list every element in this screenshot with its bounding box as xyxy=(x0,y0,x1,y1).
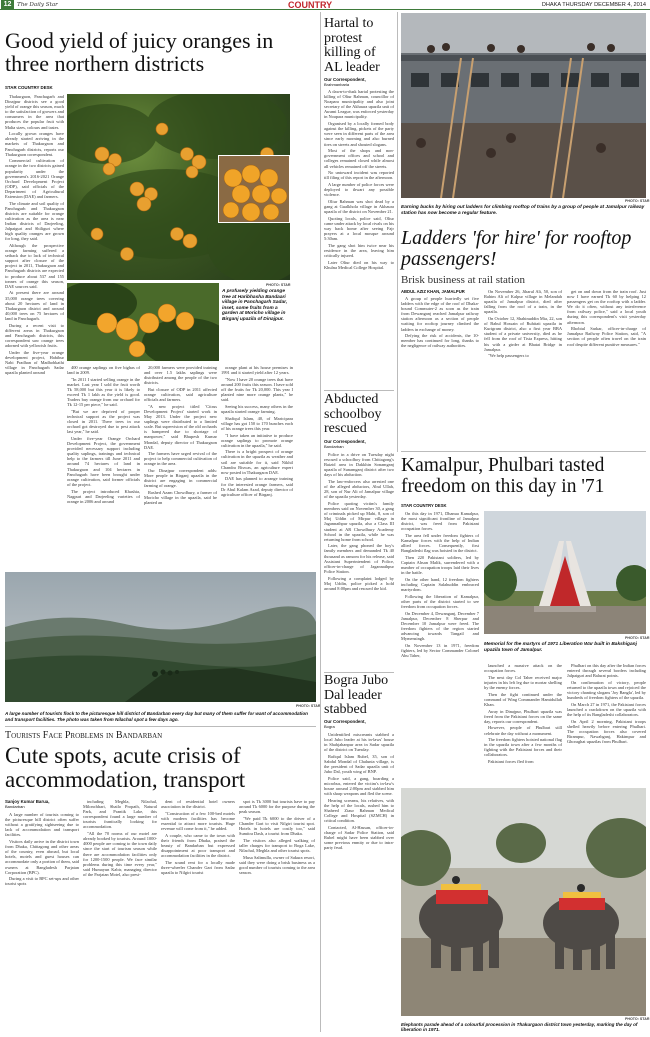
paragraph: Later, the gang phoned the boy's family members and demanded Tk 40 thousand as ransom for his release, said Assistant Superintendent of Police, officer-in-charge of Jagannathpur Police Station. xyxy=(324,543,394,574)
paragraph: Police in a drive on Tuesday night rescued a schoolboy from Chittagong's Baizid area in Dakkhin Sonamganj upazila of Sunamganj district after two days of his abduction. xyxy=(324,452,394,478)
paragraph: Contacted, Al-Hassan, officer-in-charge of Sadar Police Station, said Rubel might have been stabbed over some previous enmity or due to intra-party feud. xyxy=(324,824,394,851)
paragraph: "I have taken an initiative to produce orange saplings to promote orange cultivation in the upazila," he said. xyxy=(221,432,293,448)
paragraph: Hearing screams, his relatives, with the help of the locals, rushed him to Shaheed Ziaur Rahman Medical College and Hospital (SZMCH) in critical condition. xyxy=(324,797,394,824)
paragraph: spot is Tk 3000 but tourists have to pay around Tk 6000 for the purpose during the peak season. xyxy=(239,799,315,815)
hartal-headline: Hartal to protest killing of AL leader xyxy=(324,16,380,75)
ladders-col-3 xyxy=(567,289,646,446)
paragraph: Rhobiul Sarkar, officer-in-charge of Jamalpur Railway Police Station, said, "A section of people often travel on the train roof despite different punitive measures." xyxy=(567,326,646,347)
paragraph: 20,000 farmers were provided training and over 1.5 lakhs saplings were distributed among the people of the two districts. xyxy=(144,365,217,386)
paragraph: "We paid Tk 6000 to the driver of a Chander Gari to visit Nilgiri tourist spot. Hotels in hotels are costly too," said Sumitra Dash, a tourist from Dhaka. xyxy=(239,815,315,837)
paragraph: A large number of tourists coming to the picturesque hill district often suffer without a gratifying sightseeing due to lack of accommodation and transport facilities. xyxy=(5,812,79,838)
paragraph: Commercial cultivation of orange in the two districts gained popularity under the government's 2016-2021 Orange Orchard Development Project (ODP), said officials of the Department of Agricultural Extension (DAE) and farmers. xyxy=(5,158,64,199)
orange-photo-caption: A profusely yielding orange tree at Haribhasha Bandaari village in Panchagarh Sadar, inset, some fruits from a garden at Moricho village in Birganj upazila of Dinajpur. xyxy=(222,289,288,322)
paragraph: No untoward incident was reported till filing of this report in the afternoon. xyxy=(324,170,394,181)
byline-place: Bandarban xyxy=(5,804,25,810)
elephant-photo-credit: PHOTO: STAR xyxy=(625,1017,650,1021)
paragraph: On April 2 morning, Pakistani troops shelled heavily before entering Phulbari. The occupation forces also covered Birampur, Nawabganj, Hakimpur and Ghoraghat upazilas from Phulbari. xyxy=(567,718,646,745)
paragraph: "All the 70 rooms of our motel are already booked by tourists. Around 1000-4000 people are coming to the town daily since the start of tourism season while there are accommodation facilities only for 1200-1500 people. We face similar problems during this time every year," said Humayun Kabir, managing director of the Parjatan Motel, also presi- xyxy=(83,831,157,877)
paragraph: Unidentified miscreants stabbed a local Jubo leader at his in-laws' house in Shahjahanpur area in Sadar upazila of the district on Tuesday. xyxy=(324,732,394,753)
paragraph: During a visit to BPC set-ups and other tourist spots xyxy=(5,876,79,887)
hill-photo-credit: PHOTO: STAR xyxy=(296,704,321,708)
paragraph: Rafiqul Islam Rubel, 35, son of Sabdul Mondal of Chalunia village, is the president of Sadar upazila unit of Jubo Dal, youth wing of BNP. xyxy=(324,753,394,775)
paragraph: 400 orange saplings on five bighas of land in 2009. xyxy=(67,365,140,376)
page-number: 12 xyxy=(1,0,14,9)
paragraph: launched a massive attack on the occupation forces. xyxy=(484,663,562,674)
issue-date: DHAKA THURSDAY DECEMBER 4, 2014 xyxy=(541,2,646,8)
orange-photo-credit: PHOTO: STAR xyxy=(266,283,291,287)
paragraph: DAE has planned to arrange training for the interested orange farmers, said Dr Abul Kalam Azad, deputy director of agriculture officer of Birganj. xyxy=(221,476,293,497)
paragraph: Oliur Rahman was shot dead by a gang at Gualkhola village in Akhaura upazila of the district on November 21. xyxy=(324,198,394,215)
paragraph: "In 2011 I started selling orange in the market. Last year I sold the fruit worth Tk 58,000 but this year it is likely to exceed Tk 1 lakh as the yield is good. Traders buy orange from our orchard for Tk 12-15 per piece," he said. xyxy=(67,376,140,408)
paragraph: Following a complaint lodged by Moj Uddin, police picked a hold around 8:00pm and rescued the kid. xyxy=(324,575,394,591)
paragraph: Quoting locals, police said, Oliur came under attack by local rivals on his way back home after seeing Fajr prayers at a local mosque around 5:30am. xyxy=(324,215,394,242)
ladders-headline: Ladders 'for hire' for rooftop passengers! xyxy=(401,227,632,270)
paragraph: Musa Salimulla, owner of Sakura resort, said they were doing a brisk business as a good number of tourists coming to the area season. xyxy=(239,854,315,875)
bandarban-kicker: Tourists Face Problems in Bandarban xyxy=(5,730,163,741)
paragraph: Police quoting victim's family members said on November 30, a gang of criminals picked up Mahi, 8, son of Moj Uddin of Mirpur village in Jagannathpur upazila, also a Class III student at AR Chowdhury Academy School in the upazila, while he was returning home from school. xyxy=(324,501,394,542)
memorial-illustration xyxy=(484,511,646,634)
jubo-dal-headline: Bogra Jubo Dal leader stabbed xyxy=(324,673,389,717)
hill-landscape-illustration xyxy=(5,572,316,702)
train-ladder-photo xyxy=(401,13,646,198)
bandarban-col-1 xyxy=(5,812,79,1032)
paragraph: The area fell under freedom fighters of Kamalpur forces with the help of Indian allied forces. Consequently, first Bangladeshi flag was hoisted in the district. xyxy=(401,532,479,554)
ladders-subhead: Brisk business at rail station xyxy=(401,274,526,286)
abducted-headline: Abducted schoolboy rescued xyxy=(324,392,382,436)
paragraph: Phulbari on this day after the Indian forces entered through several borders including Jalpaiguri and Balurat points. xyxy=(567,663,646,679)
byline-name: Our Correspondent, xyxy=(324,439,366,444)
orange-byline: STAR COUNTRY DESK xyxy=(5,85,53,90)
paragraph: On November 13 in 1971, freedom fighters, led by Sector Commander Colonel Abu Taher, xyxy=(401,642,479,658)
paragraph: Rashed Azam Chowdhury, a farmer of Moricho village in the upazila, said he planted an xyxy=(144,490,217,506)
orange-col-2 xyxy=(67,365,140,568)
paragraph: During a recent visit to different areas in Thakurgaon and Panchagarh districts, this correspondent saw orange trees adorned with yellowish fruits. xyxy=(5,322,64,348)
bandarban-col-4 xyxy=(239,799,315,1032)
orange-col-4 xyxy=(221,365,293,568)
paragraph: A couple, who came to the town with their friends from Dhaka, praised the beauty of Bandarban but expressed disappointment at poor transport and accommodation facilities in the district. xyxy=(161,832,235,859)
paragraph: On December 4, Dewanganj, December 7 Jamalpur, December 8 Sherpur and December 10 Jamalpur were freed. The freedom fighters of the region started advancing towards Tangail and Mymensingh. xyxy=(401,610,479,642)
paragraph: including Meghla, Nilachal, Milonchhari, Shailo Propath, Natural Park, and Prantik Lake, this correspondent found a large number of tourists frantically looking for accommodation. xyxy=(83,799,157,830)
paragraph: Although the prospective orange farming suffered a setback due to lack of technical support after closure of the project in 2011, Thakurgaon and Panchagarh districts are expected to produce about 537 and 155 tonnes of orange this season, DAE sources said. xyxy=(5,243,64,289)
paragraph: A large number of police forces were deployed to thwart any possible violence. xyxy=(324,181,394,198)
column-divider xyxy=(397,12,398,452)
paragraph: "Construction of a few 100-bed motels with modern facilities has become essential to attract more tourists. Huge revenue will come from it," he added. xyxy=(161,810,235,832)
oranges-cluster-photo xyxy=(67,283,219,361)
train-photo-credit: PHOTO: STAR xyxy=(625,199,650,203)
paragraph: On March 27 in 1971, the Pakistani forces launched a crackdown on the upazila with the help of its Bangladeshi collaborators. xyxy=(567,701,646,718)
paragraph: The gang shot him twice near his residence in the area, leaving him critically injured. xyxy=(324,242,394,258)
paragraph: The next day Col Taher received major injuries in his left leg due to mortar shelling by the enemy forces. xyxy=(484,674,562,690)
paragraph: Organised by a locally formed body against the killing, pickets of the party were seen in different parts of the area since early morning and also burned tires on streets and shouted slogans. xyxy=(324,121,394,147)
paragraph: Under five-year Orange Orchard Development Project, the government provided necessary support including quality saplings, trainings and technical help to the farmers till June 2011 and around 74 hectares of land in Thakurgaon and 104 hectares in Panchagarh have been brought under orange cultivation, said former officials of the project. xyxy=(67,436,140,487)
paragraph: Most of the shops and non-government offices and school and colleges remained closed while almost all vehicles remained off the streets. xyxy=(324,148,394,169)
elephant-photo-caption: Elephants parade ahead of a colourful procession in Thakurgaon district town yesterday, marking the day of liberation in 1971. xyxy=(401,1022,638,1033)
orange-col-1 xyxy=(5,94,64,568)
byline-name: Sanjoy Kumar Barua, xyxy=(5,799,50,804)
byline-place: Bandarban xyxy=(324,444,344,450)
kamalpur-col-2 xyxy=(484,663,562,783)
paragraph: Locally grown oranges have already started arriving in the markets of Thakurgaon and Panchagarh districts, reports our Thakurgaon correspondent. xyxy=(5,131,64,157)
newspaper-logo: The Daily Star xyxy=(17,2,58,8)
paragraph: Away in Dinajpur, Phulbari upazila was freed from the Pakistani forces on the same day, reports our correspondent. xyxy=(484,708,562,724)
memorial-photo-credit: PHOTO: STAR xyxy=(625,636,650,640)
paragraph: The visitors also alleged walking of taller charges for transport to Boga Lake, Nilachal, Meghla and other tourist spots. xyxy=(239,837,315,854)
paragraph: The climate and soil quality of Panchagarh and Thakurgaon districts are suitable for orange cultivation as the area is near Indian districts of Darjeeling, Jalpaiguri and Shiliguri where high quality oranges are grown for long, they said. xyxy=(5,200,64,242)
paragraph: "Now I have 20 orange trees that have around 200 fruits this season. I have sold off the fruits for Tk 20,000. This year I planted nine more orange plants," he said. xyxy=(221,376,293,403)
paragraph: At present there are around 35,000 orange trees covering about 20 hectares of land in Thakurgaon district and around 40,000 trees on 75 hectares of land in Panchagarh. xyxy=(5,290,64,321)
section-name: COUNTRY xyxy=(288,0,333,10)
paragraph: The project introduced Khashia, Nagpuri and Darjeeling varieties of orange in 2006 and around xyxy=(67,488,140,504)
paragraph: orange plant at his house premises in 1991 and it started yield after 12 years. xyxy=(221,365,293,376)
paragraph: Then the fight continued under the command of Wing Commander Hamidullah Khan. xyxy=(484,691,562,707)
paragraph: A group of people hurriedly set five ladders with the edge of the roof of Dhaka-bound Commuter-2 as soon as the train from Dewanganj reached Jamalpur railway station afternoon as a section of people waiting for rooftop journey climbed the ladders in exchange of money. xyxy=(401,296,479,332)
paragraph: On November 26, Jiharul Ali, 50, son of Rahim Ali of Kalpur village in Melandah upazila of Jamalpur district, died after falling from the roof of a train, in the upazila. xyxy=(484,289,562,315)
paragraph: Seeing his success, many others in the upazila started orange farming. xyxy=(221,403,293,414)
paragraph: Following the liberation of Kamalpur, other parts of the district started to see freedom from occupation forces. xyxy=(401,593,479,609)
paragraph: On the other hand, 12 freedom fighters including Captain Salahuddin embraced martyrdom. xyxy=(401,576,479,593)
paragraph: dent of residential hotel owners association in the district. xyxy=(161,799,235,810)
paragraph: Then 220 Pakistani soldiers, led by Captain Ahsan Malik, surrendered with a number of occupation troops laid their lives in the battle. xyxy=(401,554,479,576)
paragraph: There is a bright prospect of orange cultivation in the upazila as weather and soil are suitable for it, said Nikhil Chandra Biswas, an agriculture expert now posted in Thakurgaon DAE. xyxy=(221,449,293,475)
bandarban-hill-photo xyxy=(5,572,316,702)
paragraph: Our Dinajpur correspondent adds: More people in Birganj upazila in the district are engaging in commercial farming of orange. xyxy=(144,468,217,489)
divider xyxy=(401,451,646,452)
byline-place: Bogra xyxy=(324,724,335,730)
elephant-parade-illustration xyxy=(401,788,646,1016)
ladders-col-1 xyxy=(401,296,479,446)
hartal-byline xyxy=(324,77,394,88)
paragraph: On confirmation of victory, people returned to the upazila town and rejoiced the victory chanting slogans 'Joy Bangla', led by hundreds of freedom fighters of the upazila. xyxy=(567,679,646,701)
paragraph: On this day in 1971, Dhanua Kamalpur, the most significant frontline of Jamalpur district, was freed from Pakistani occupation forces. xyxy=(401,511,479,532)
paragraph: On October 12, Shahinuddin Mia, 22, son of Babul Hossain of Ruhitati upazila in Kurigram district, also a first year BBA student of a private university, died as he fell from the roof of Tista Express, hitting his with a girder at Bhatai Bridge in Jamalpur. xyxy=(484,316,562,352)
hill-photo-caption: A large number of tourists flock to the picturesque hill district of Bandarban every day but many of them suffer for want of accommodation and transport facilities. The photo was taken from Nilachal spot a few days ago. xyxy=(5,711,308,722)
paragraph: Defying the risk of accidents, the 10-member has continued for long, thanks to the negligence of railway authorities. xyxy=(401,333,479,349)
elephant-parade-photo xyxy=(401,788,646,1016)
divider xyxy=(324,390,394,391)
bandarban-headline: Cute spots, acute crisis of accommodation, transport xyxy=(5,743,246,792)
paragraph: Visitors daily arrive in the district town from Dhaka, Chittagong and other areas of the country, even abroad, but local hotels, motels and guest houses can accommodate only a portion of them, said owners at Bangladesh Parjatan Corporation (BPC). xyxy=(5,839,79,875)
paragraph: Shafiqul Islam, 40, of Maricipara village has got 150 to 170 bunches each of his orange trees this year. xyxy=(221,415,293,431)
jubo-dal-byline xyxy=(324,719,394,730)
paragraph: The law-enforcers also arrested one of the alleged abductors, Abul Ullah, 28, son of Nur Ali of Jamalpur village of the upazila yesterday. xyxy=(324,479,394,500)
paragraph: The freedom fighters hoisted national flag in the upazila town after a few months of fighting with the Pakistani forces and their collaborators. xyxy=(484,737,562,758)
paragraph: However, people of Phulbari still celebrate the day without a monument. xyxy=(484,725,562,736)
paragraph: "We help passengers to xyxy=(488,353,529,359)
jubo-dal-col xyxy=(324,732,394,1032)
paragraph: The sound rent for a locally made three-wheeler Chander Gari from Sadar upazila to Nilgiri tourist xyxy=(161,859,235,875)
divider xyxy=(5,726,316,727)
abducted-col xyxy=(324,452,394,671)
hartal-col xyxy=(324,89,394,389)
byline-name: Our Correspondent, xyxy=(324,77,366,82)
paragraph: But closure of ODP in 2011 affected orange cultivation, said agriculture officials and farmers. xyxy=(144,386,217,403)
ladders-byline: ABDUL AZIZ KHAN, JAMALPUR xyxy=(401,289,465,294)
paragraph: "A new project titled 'Citrus Development Project' started work in May 2013. Under the project new saplings were distributed to a limited scale. But supervision of the old orchards is hampered due to shortage of manpower," said Bhupesh Kumar Mondal, deputy director of Thakurgaon DAE. xyxy=(144,403,217,450)
byline-name: Our Correspondent, xyxy=(324,719,366,724)
memorial-photo-caption: Memorial for the martyrs of 1971 Liberation War built in Bakshiganj upazila town of Jamalpur. xyxy=(484,642,637,653)
paragraph: Thakurgaon, Panchagarh and Dinajpur districts see a good yield of orange this season, much to the satisfaction of growers and consumers in the area that produces the popular fruit with Malta sizes, colours and tastes. xyxy=(5,94,64,130)
paragraph: Pakistani forces fled from xyxy=(488,759,534,765)
train-photo-caption: Earning bucks by hiring out ladders for climbing rooftop of trains by a group of people at Jamalpur railway station has now become a regular feature. xyxy=(401,205,645,216)
paragraph: get on and down from the train roof. Just now I have earned Tk 60 by helping 12 passengers get on the rooftop with a ladder. We do it often, without any interference from railway police," said a local youth during this correspondent's visit yesterday afternoon. xyxy=(567,289,646,325)
byline-place: Brahmanbaria xyxy=(324,82,350,88)
kamalpur-col-1 xyxy=(401,511,479,751)
paragraph: "But we are deprived of proper technical support as the project was closed in 2011. There trees in our orchard got destroyed due to pest attack last year," he said. xyxy=(67,408,140,435)
bandarban-col-2 xyxy=(83,799,157,1032)
masthead xyxy=(0,0,650,10)
orange-headline: Good yield of juicy oranges in three northern districts xyxy=(5,28,274,76)
paragraph: A dawn-to-dusk hartal protesting the killing of Oliur Rahman, councillor of Noapara municipality and also joint secretary of the Akhaura upazila unit of Awami League, was enforced yesterday in Noapara municipality. xyxy=(324,89,394,120)
train-station-illustration xyxy=(401,13,646,198)
bandarban-col-3 xyxy=(161,799,235,1032)
orange-basket-inset-photo xyxy=(218,155,290,223)
orange-col-3 xyxy=(144,365,217,568)
ladders-col-2 xyxy=(484,289,562,446)
abducted-byline xyxy=(324,439,394,450)
kamalpur-col-3 xyxy=(567,663,646,783)
kamalpur-headline: Kamalpur, Phulbari tasted freedom on this day in '71 xyxy=(401,455,605,497)
oranges-cluster-illustration xyxy=(67,283,219,361)
orange-basket-illustration xyxy=(219,156,290,223)
paragraph: Later Oliur died on his way to Khulna Medical College Hospital. xyxy=(324,259,394,270)
memorial-photo xyxy=(484,511,646,634)
paragraph: Under the five-year orange development project, Habibur Nabi Pradhan of Madhobkathi village in Panchagarh Sadar upazila planted around xyxy=(5,349,64,376)
column-divider xyxy=(320,12,321,1032)
paragraph: The farmers have urged revival of the project to help commercial cultivation of orange in the area. xyxy=(144,451,217,467)
kamalpur-byline: STAR COUNTRY DESK xyxy=(401,503,447,508)
bandarban-byline xyxy=(5,799,65,810)
paragraph: Police said, a gang, boarding a microbus, entered the victim's in-law's house around 2:00pm and stabbed him with sharp weapons and fled the scene. xyxy=(324,775,394,797)
